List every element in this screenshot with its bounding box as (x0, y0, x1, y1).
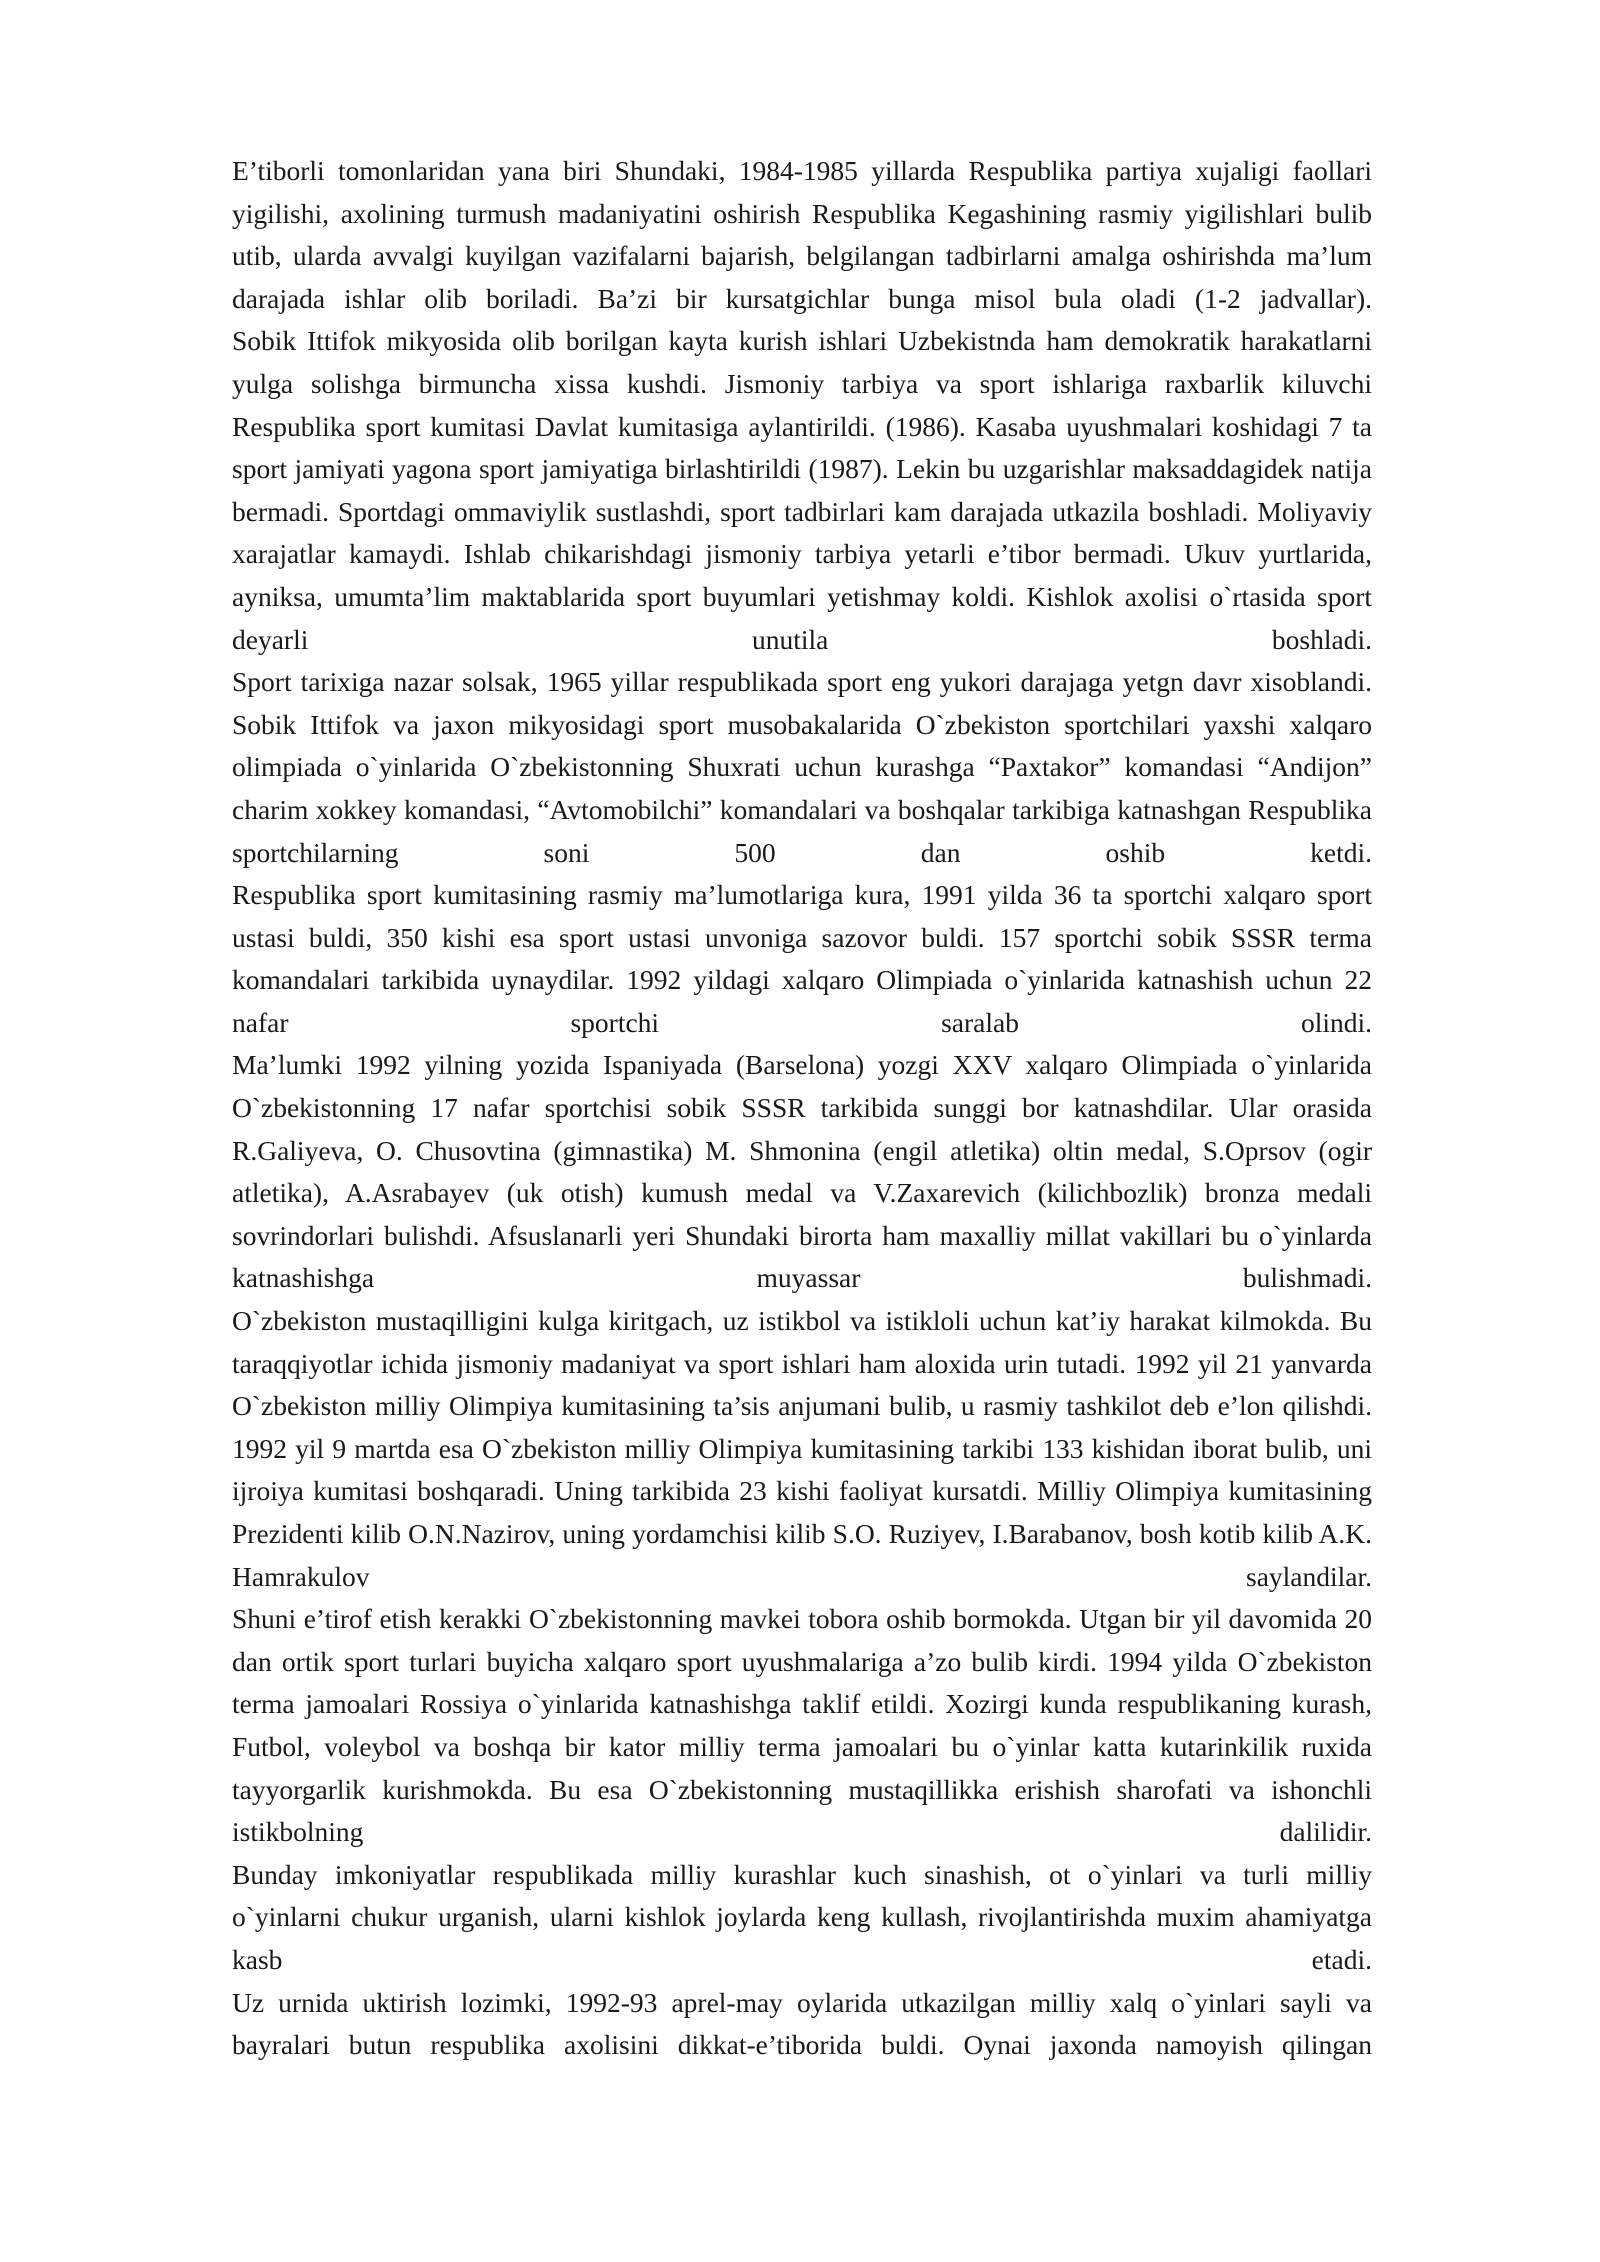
paragraph-3: Sport tarixiga nazar solsak, 1965 yillar respublikada sport eng yukori darajaga yetgn davr xisoblandi. Sobik Ittifok va jaxon mikyosidagi sport musobakalarida O`zbekiston sportchilari yaxshi xalqaro olimpiada o`yinlarida O`zbekistonning Shuxrati uchun kurashga “Paxtakor” komandasi “Andijon” charim xokkey komandasi, “Avtomobilchi” komandalari va boshqalar tarkibiga katnashgan Respublika sportchilarning soni 500 dan oshib ketdi. (232, 666, 1372, 868)
paragraph-6: O`zbekiston mustaqilligini kulga kiritgach, uz istikbol va istikloli uchun kat’iy harakat kilmokda. Bu taraqqiyotlar ichida jismoniy madaniyat va sport ishlari ham aloxida urin tutadi. 1992 yil 21 yanvarda O`zbekiston milliy Olimpiya kumitasining ta’sis anjumani bulib, u rasmiy tashkilot deb e’lon qilishdi. 1992 yil 9 martda esa O`zbekiston milliy Olimpiya kumitasining tarkibi 133 kishidan iborat bulib, uni ijroiya kumitasi boshqaradi. Uning tarkibida 23 kishi faoliyat kursatdi. Milliy Olimpiya kumitasining Prezidenti kilib O.N.Nazirov, uning yordamchisi kilib S.O. Ruziyev, I.Barabanov, bosh kotib kilib A.K. Hamrakulov saylandilar. (232, 1305, 1372, 1592)
paragraph-4: Respublika sport kumitasining rasmiy ma’lumotlariga kura, 1991 yilda 36 ta sportchi xalqaro sport ustasi buldi, 350 kishi esa sport ustasi unvoniga sazovor buldi. 157 sportchi sobik SSSR terma komandalari tarkibida uynaydilar. 1992 yildagi xalqaro Olimpiada o`yinlarida katnashish uchun 22 nafar sportchi saralab olindi. (232, 879, 1372, 1038)
paragraph-5: Ma’lumki 1992 yilning yozida Ispaniyada (Barselona) yozgi XXV xalqaro Olimpiada o`yinlarida O`zbekistonning 17 nafar sportchisi sobik SSSR tarkibida sunggi bor katnashdilar. Ular orasida R.Galiyeva, O. Chusovtina (gimnastika) M. Shmonina (engil atletika) oltin medal, S.Oprsov (ogir atletika), A.Asrabayev (uk otish) kumush medal va V.Zaxarevich (kilichbozlik) bronza medali sovrindorlari bulishdi. Afsuslanarli yeri Shundaki birorta ham maxalliy millat vakillari bu o`yinlarda katnashishga muyassar bulishmadi. (232, 1049, 1372, 1294)
paragraph-1: E’tiborli tomonlaridan yana biri Shundaki, 1984-1985 yillarda Respublika partiya xujaligi faollari yigilishi, axolining turmush madaniyatini oshirish Respublika Kegashining rasmiy yigilishlari bulib utib, ularda avvalgi kuyilgan vazifalarni bajarish, belgilangan tadbirlarni amalga oshirishda ma’lum darajada ishlar olib boriladi. Ba’zi bir kursatgichlar bunga misol bula oladi (1-2 jadvallar). (232, 155, 1372, 314)
paragraph-9: Uz urnida uktirish lozimki, 1992-93 aprel-may oylarida utkazilgan milliy xalq o`yinlari sayli va bayralari butun respublika axolisini dikkat-e’tiborida buldi. Oynai jaxonda namoyish qilingan (232, 1986, 1372, 2061)
paragraph-7: Shuni e’tirof etish kerakki O`zbekistonning mavkei tobora oshib bormokda. Utgan bir yil davomida 20 dan ortik sport turlari buyicha xalqaro sport uyushmalariga a’zo bulib kirdi. 1994 yilda O`zbekiston terma jamoalari Rossiya o`yinlarida katnashishga taklif etildi. Xozirgi kunda respublikaning kurash, Futbol, voleybol va boshqa bir kator milliy terma jamoalari bu o`yinlar katta kutarinkilik ruxida tayyorgarlik kurishmokda. Bu esa O`zbekistonning mustaqillikka erishish sharofati va ishonchli istikbolning dalilidir. (232, 1603, 1372, 1848)
document-page (232, 150, 1372, 2067)
paragraph-8: Bunday imkoniyatlar respublikada milliy kurashlar kuch sinashish, ot o`yinlari va turli milliy o`yinlarni chukur urganish, ularni kishlok joylarda keng kullash, rivojlantirishda muxim ahamiyatga kasb etadi. (232, 1858, 1372, 1975)
paragraph-2: Sobik Ittifok mikyosida olib borilgan kayta kurish ishlari Uzbekistnda ham demokratik harakatlarni yulga solishga birmuncha xissa kushdi. Jismoniy tarbiya va sport ishlariga raxbarlik kiluvchi Respublika sport kumitasi Davlat kumitasiga aylantirildi. (1986). Kasaba uyushmalari koshidagi 7 ta sport jamiyati yagona sport jamiyatiga birlashtirildi (1987). Lekin bu uzgarishlar maksaddagidek natija bermadi. Sportdagi ommaviylik sustlashdi, sport tadbirlari kam darajada utkazila boshladi. Moliyaviy xarajatlar kamaydi. Ishlab chikarishdagi jismoniy tarbiya yetarli e’tibor bermadi. Ukuv yurtlarida, ayniksa, umumta’lim maktablarida sport buyumlari yetishmay koldi. Kishlok axolisi o`rtasida sport deyarli unutila boshladi. (232, 325, 1372, 655)
